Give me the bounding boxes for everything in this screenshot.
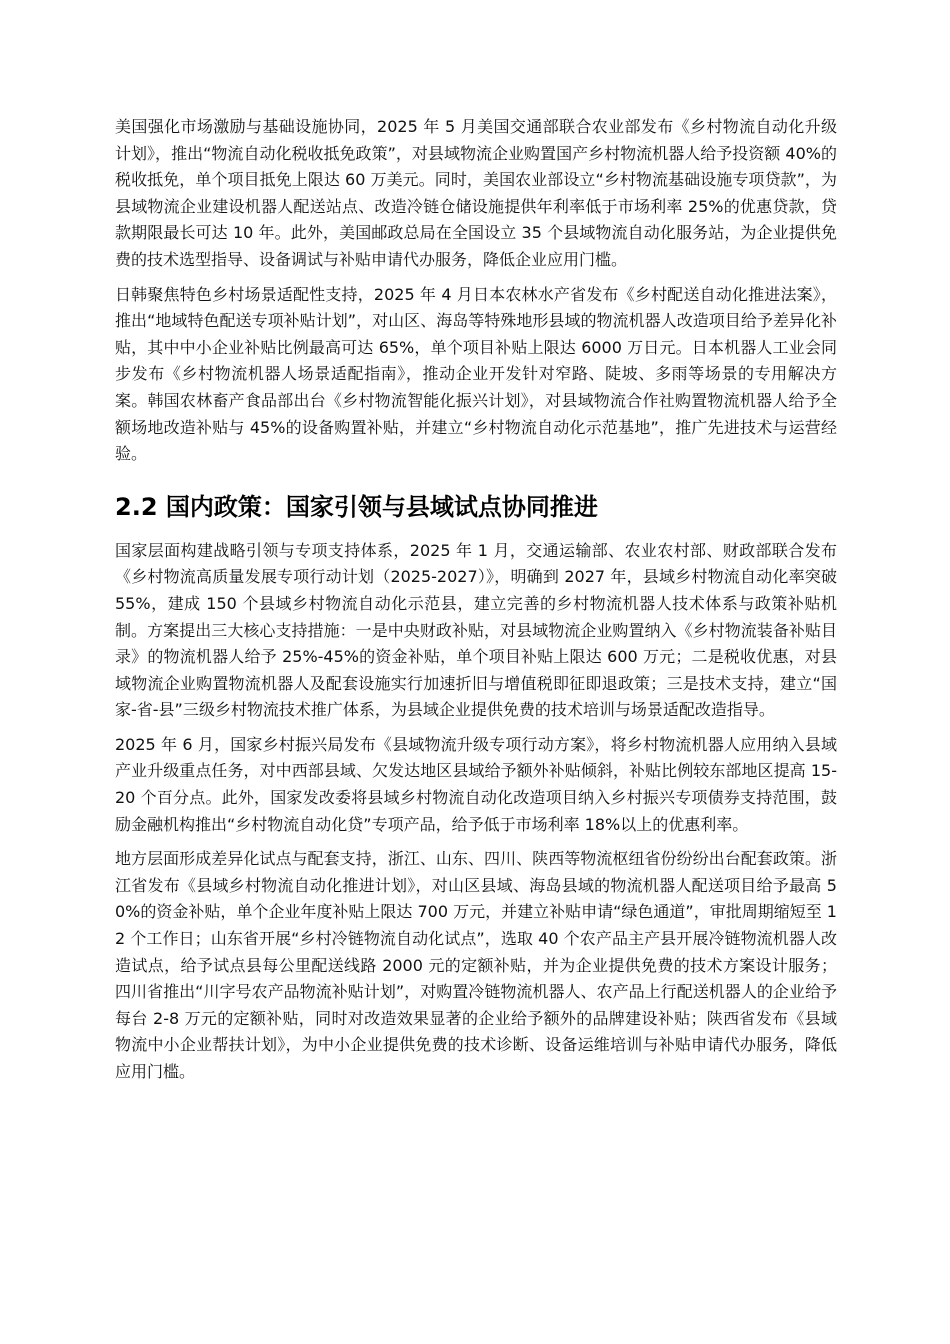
document-page xyxy=(115,114,837,1094)
section-heading: 2.2 国内政策：国家引领与县域试点协同推进 xyxy=(115,492,598,521)
paragraph-national-policy: 国家层面构建战略引领与专项支持体系，2025 年 1 月，交通运输部、农业农村部、财政部联合发布《乡村物流高质量发展专项行动计划（2025-2027）》，明确到 2027 年，县域乡村物流自动化率突破 55%，建成 150 个县域乡村物流自动化示范县，建立完善的乡村物流机器人技术体系与政策补贴机制。方案提出三大核心支持措施：一是中央财政补贴，对县域物流企业购置纳入《乡村物流装备补贴目录》的物流机器人给予 25%-45%的资金补贴，单个项目补贴上限达 600 万元；二是税收优惠，对县域物流企业购置物流机器人及配套设施实行加速折旧与增值税即征即退政策；三是技术支持，建立“国家-省-县”三级乡村物流技术推广体系，为县域企业提供免费的技术培训与场景适配改造指导。 xyxy=(115,540,837,720)
paragraph-japan-korea-policy: 日韩聚焦特色乡村场景适配性支持，2025 年 4 月日本农林水产省发布《乡村配送自动化推进法案》，推出“地域特色配送专项补贴计划”，对山区、海岛等特殊地形县域的物流机器人改造项目给予差异化补贴，其中中小企业补贴比例最高可达 65%，单个项目补贴上限达 6000 万日元。日本机器人工业会同步发布《乡村物流机器人场景适配指南》，推动企业开发针对窄路、陡坡、多雨等场景的专用解决方案。韩国农林畜产食品部出台《乡村物流智能化振兴计划》，对县域物流合作社购置物流机器人给予全额场地改造补贴与 45%的设备购置补贴，并建立“乡村物流自动化示范基地”，推广先进技术与运营经验。 xyxy=(115,284,837,464)
paragraph-rural-revitalization: 2025 年 6 月，国家乡村振兴局发布《县域物流升级专项行动方案》，将乡村物流机器人应用纳入县域产业升级重点任务，对中西部县域、欠发达地区县域给予额外补贴倾斜，补贴比例较东部地区提高 15-20 个百分点。此外，国家发改委将县域乡村物流自动化改造项目纳入乡村振兴专项债券支持范围，鼓励金融机构推出“乡村物流自动化贷”专项产品，给予低于市场利率 18%以上的优惠利率。 xyxy=(115,734,837,834)
paragraph-us-policy: 美国强化市场激励与基础设施协同，2025 年 5 月美国交通部联合农业部发布《乡村物流自动化升级计划》，推出“物流自动化税收抵免政策”，对县域物流企业购置国产乡村物流机器人给予投资额 40%的税收抵免，单个项目抵免上限达 60 万美元。同时，美国农业部设立“乡村物流基础设施专项贷款”，为县域物流企业建设机器人配送站点、改造冷链仓储设施提供年利率低于市场利率 25%的优惠贷款，贷款期限最长可达 10 年。此外，美国邮政总局在全国设立 35 个县域物流自动化服务站，为企业提供免费的技术选型指导、设备调试与补贴申请代办服务，降低企业应用门槛。 xyxy=(115,117,837,269)
paragraph-local-policy: 地方层面形成差异化试点与配套支持，浙江、山东、四川、陕西等物流枢纽省份纷纷出台配套政策。浙江省发布《县域乡村物流自动化推进计划》，对山区县域、海岛县域的物流机器人配送项目给予最高 50%的资金补贴，单个企业年度补贴上限达 700 万元，并建立补贴申请“绿色通道”，审批周期缩短至 12 个工作日；山东省开展“乡村冷链物流自动化试点”，选取 40 个农产品主产县开展冷链物流机器人改造试点，给予试点县每公里配送线路 2000 元的定额补贴，并为企业提供免费的技术方案设计服务；四川省推出“川字号农产品物流补贴计划”，对购置冷链物流机器人、农产品上行配送机器人的企业给予每台 2-8 万元的定额补贴，同时对改造效果显著的企业给予额外的品牌建设补贴；陕西省发布《县域物流中小企业帮扶计划》，为中小企业提供免费的技术诊断、设备运维培训与补贴申请代办服务，降低应用门槛。 xyxy=(115,849,837,1081)
